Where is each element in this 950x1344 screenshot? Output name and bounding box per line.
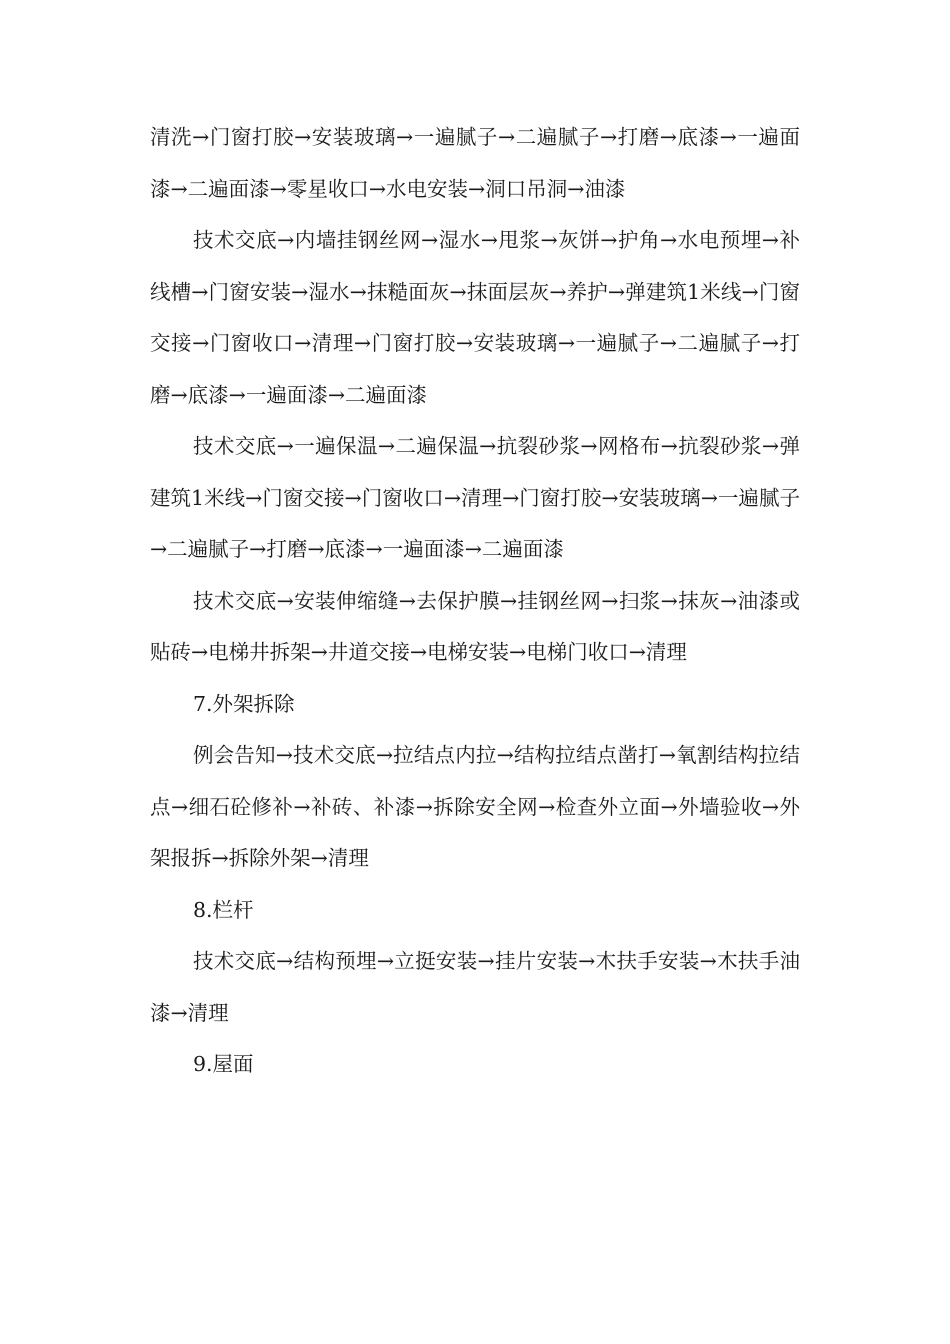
paragraph-interior-plaster-sequence: 技术交底→内墙挂钢丝网→湿水→甩浆→灰饼→护角→水电预埋→补线槽→门窗安装→湿水→抹糙面灰→抹面层灰→养护→弹建筑1米线→门窗交接→门窗收口→清理→门窗打胶→安装玻璃→一遍腻子→二遍腻子→打磨→底漆→一遍面漆→二遍面漆 bbox=[150, 228, 800, 407]
paragraph-elevator-sequence: 技术交底→安装伸缩缝→去保护膜→挂钢丝网→扫浆→抹灰→油漆或贴砖→电梯井拆架→井道交接→电梯安装→电梯门收口→清理 bbox=[150, 588, 800, 664]
paragraph-railing-sequence: 技术交底→结构预埋→立挺安装→挂片安装→木扶手安装→木扶手油漆→清理 bbox=[150, 949, 800, 1025]
section-heading-scaffold-removal: 7.外架拆除 bbox=[193, 691, 295, 716]
section-heading-roof: 9.屋面 bbox=[193, 1052, 254, 1076]
paragraph-scaffold-removal-sequence: 例会告知→技术交底→拉结点内拉→结构拉结点凿打→氧割结构拉结点→细石砼修补→补砖、补漆→拆除安全网→检查外立面→外墙验收→外架报拆→拆除外架→清理 bbox=[150, 743, 800, 870]
section-heading-railing: 8.栏杆 bbox=[193, 897, 254, 922]
document-page bbox=[150, 112, 800, 1091]
paragraph-insulation-sequence: 技术交底→一遍保温→二遍保温→抗裂砂浆→网格布→抗裂砂浆→弹建筑1米线→门窗交接→门窗收口→清理→门窗打胶→安装玻璃→一遍腻子→二遍腻子→打磨→底漆→一遍面漆→二遍面漆 bbox=[150, 434, 800, 561]
paragraph-finishing-sequence: 清洗→门窗打胶→安装玻璃→一遍腻子→二遍腻子→打磨→底漆→一遍面漆→二遍面漆→零星收口→水电安装→洞口吊洞→油漆 bbox=[150, 125, 800, 201]
